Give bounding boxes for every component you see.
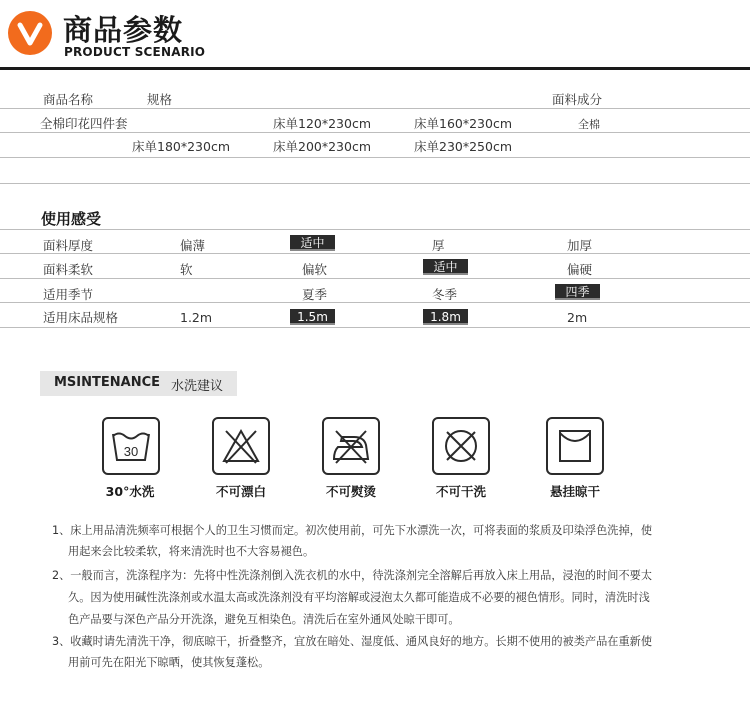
v-logo-icon [8,11,52,55]
col-header-material: 面料成分 [552,92,603,107]
no-iron-icon [322,417,380,475]
feel-option-selected: 1.8m [423,309,468,325]
table-divider [0,108,750,109]
note-line: 用前可先在阳光下晾晒，使其恢复蓬松。 [68,656,270,669]
table-divider [0,157,750,158]
feel-option-selected: 适中 [290,235,335,251]
maintenance-title-en: MSINTENANCE [54,375,161,390]
feel-option-selected: 四季 [555,284,600,300]
care-label: 悬挂晾干 [549,484,600,499]
feel-row-label: 面料厚度 [43,238,94,253]
line-dry-icon [546,417,604,475]
spec-item: 床单200*230cm [273,139,372,154]
table-divider [0,278,750,279]
spec-item: 床单180*230cm [132,139,231,154]
feel-option: 加厚 [567,238,593,253]
no-dry-clean-icon [432,417,490,475]
product-name: 全棉印花四件套 [40,116,128,131]
spec-item: 床单230*250cm [414,139,513,154]
note-line: 2、一般而言，洗涤程序为：先将中性洗涤剂倒入洗衣机的水中，待洗涤剂完全溶解后再放入床上用品，浸泡的时间不要太 [52,569,653,582]
note-line: 1、床上用品清洗频率可根据个人的卫生习惯而定。初次使用前，可先下水漂洗一次，可将表面的浆质及印染浮色洗掉，使 [52,524,653,537]
spec-item: 床单120*230cm [273,116,372,131]
maintenance-title-cn: 水洗建议 [171,379,224,394]
feel-row-label: 面料柔软 [43,262,94,277]
feel-option: 偏薄 [180,238,206,253]
table-divider [0,302,750,303]
care-label: 不可干洗 [435,484,486,499]
feel-option: 1.2m [180,310,213,325]
feel-option: 冬季 [432,287,458,302]
feel-heading: 使用感受 [41,210,102,228]
feel-option: 偏硬 [567,262,593,277]
header-divider [0,67,750,70]
page-subtitle: PRODUCT SCENARIO [64,45,206,59]
svg-text:30: 30 [123,444,139,459]
care-label: 不可漂白 [215,484,266,499]
feel-row-label: 适用季节 [43,287,94,302]
table-divider [0,132,750,133]
col-header-spec: 规格 [147,92,173,107]
spec-item: 床单160*230cm [414,116,513,131]
feel-option: 偏软 [302,262,328,277]
feel-option: 厚 [432,238,445,253]
maintenance-header [40,371,237,396]
feel-option-selected: 1.5m [290,309,335,325]
col-header-name: 商品名称 [43,92,94,107]
feel-option-selected: 适中 [423,259,468,275]
wash-30-icon [102,417,160,475]
feel-row-label: 适用床品规格 [43,310,119,325]
table-divider [0,327,750,328]
care-label: 30°水洗 [105,484,155,499]
feel-option: 软 [180,262,193,277]
note-line: 3、收藏时请先清洗干净，彻底晾干，折叠整齐，宜放在暗处、湿度低、通风良好的地方。长期不使用的被类产品在重新使 [52,635,653,648]
page-title: 商品参数 [63,13,184,47]
material-value: 全棉 [578,118,600,131]
table-divider [0,229,750,230]
note-line: 久。因为使用碱性洗涤剂或水温太高或洗涤剂没有平均溶解或浸泡太久都可能造成不必要的褪色情形。同时，清洗时浅 [68,591,650,604]
feel-option: 2m [567,310,588,325]
no-bleach-icon [212,417,270,475]
table-divider [0,253,750,254]
note-line: 色产品要与深色产品分开洗涤，避免互相染色。清洗后在室外通风处晾干即可。 [68,613,460,626]
feel-option: 夏季 [302,287,328,302]
table-divider [0,183,750,184]
note-line: 用起来会比较柔软，将来清洗时也不大容易褪色。 [68,545,315,558]
care-label: 不可熨烫 [325,484,376,499]
